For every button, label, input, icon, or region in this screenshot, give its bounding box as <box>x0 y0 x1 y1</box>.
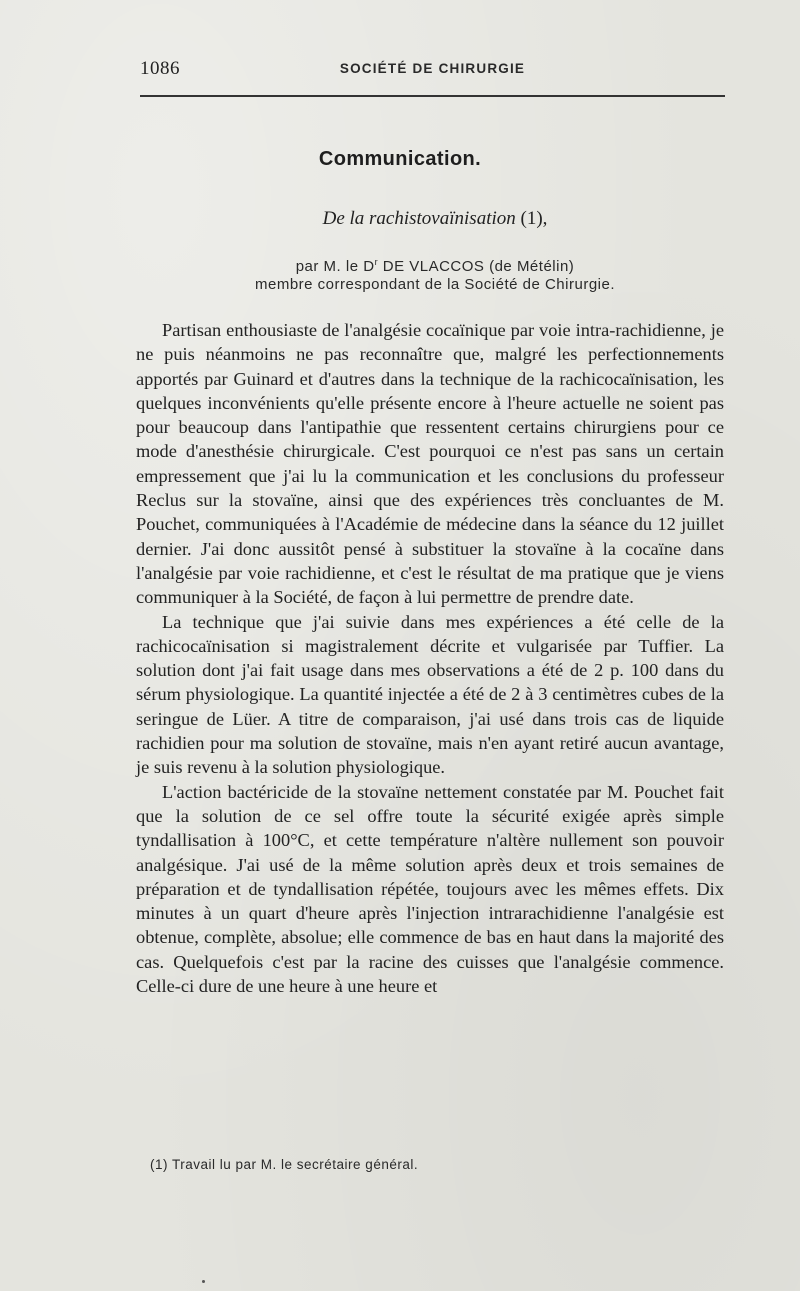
section-title: Communication. <box>318 148 482 170</box>
header-rule <box>140 95 725 97</box>
byline-prefix: par M. le D <box>295 258 375 275</box>
paragraph: Partisan enthousiaste de l'analgésie cocaïnique par voie intra-rachidienne, je ne puis néanmoins ne pas reconnaître que, malgré les perfectionnements apportés par Guinard et d'autres dans la technique de la rachicocaïnisation, les quelques inconvénients qu'elle présente encore à l'heure actuelle ne soient pas pour beaucoup dans l'antipathie que ressentent certains chirurgiens pour ce mode d'anesthésie chirurgicale. C'est pourquoi ce n'est pas sans un certain empressement que j'ai lu la communication et les conclusions du professeur Reclus sur la stovaïne, ainsi que des expériences très concluantes de M. Pouchet, communiquées à l'Académie de médecine dans la séance du 12 juillet dernier. J'ai donc aussitôt pensé à substituer la stovaïne à la cocaïne dans l'analgésie par voie rachidienne, et c'est le résultat de ma pratique que je viens communiquer à la Société, de façon à lui permettre de prendre date. <box>136 320 724 608</box>
scan-speck <box>202 1280 205 1283</box>
footnote: (1) Travail lu par M. le secrétaire général. <box>150 1157 419 1172</box>
byline <box>0 257 800 275</box>
body-text <box>136 318 724 998</box>
paragraph: L'action bactéricide de la stovaïne nettement constatée par M. Pouchet fait que la solution de ce sel offre toute la sécurité exigée après simple tyndallisation à 100°C, et cette température n'altère nullement son pouvoir analgésique. J'ai usé de la même solution après deux et trois semaines de préparation et de tyndallisation répétée, toujours avec les mêmes effets. Dix minutes à un quart d'heure après l'injection intrarachidienne l'analgésie est obtenue, complète, absolue; elle commence de bas en haut dans la majorité des cas. Quelquefois c'est par la racine des cuisses que l'analgésie commence. Celle-ci dure de une heure à une heure et <box>136 781 724 997</box>
page-number: 1086 <box>140 58 180 79</box>
article-title-text: De la rachistovaïnisation <box>322 208 516 229</box>
footnote-reference: (1), <box>520 208 548 229</box>
article-title <box>0 208 800 230</box>
byline-author: DE VLACCOS (de Métélin) <box>378 258 575 275</box>
author-affiliation: membre correspondant de la Société de Chirurgie. <box>254 276 615 293</box>
running-head <box>140 58 725 82</box>
paragraph: La technique que j'ai suivie dans mes expériences a été celle de la rachicocaïnisation si magistralement décrite et vulgarisée par Tuffier. La solution dont j'ai fait usage dans mes observations a été de 2 p. 100 dans du sérum physiologique. La quantité injectée a été de 2 à 3 centimètres cubes de la seringue de Lüer. A titre de comparaison, j'ai usé dans trois cas de liquide rachidien pour ma solution de stovaïne, mais n'en ayant retiré aucun avantage, je suis revenu à la solution physiologique. <box>136 611 724 778</box>
journal-title: SOCIÉTÉ DE CHIRURGIE <box>339 61 526 76</box>
byline-superscript: r <box>374 257 379 267</box>
